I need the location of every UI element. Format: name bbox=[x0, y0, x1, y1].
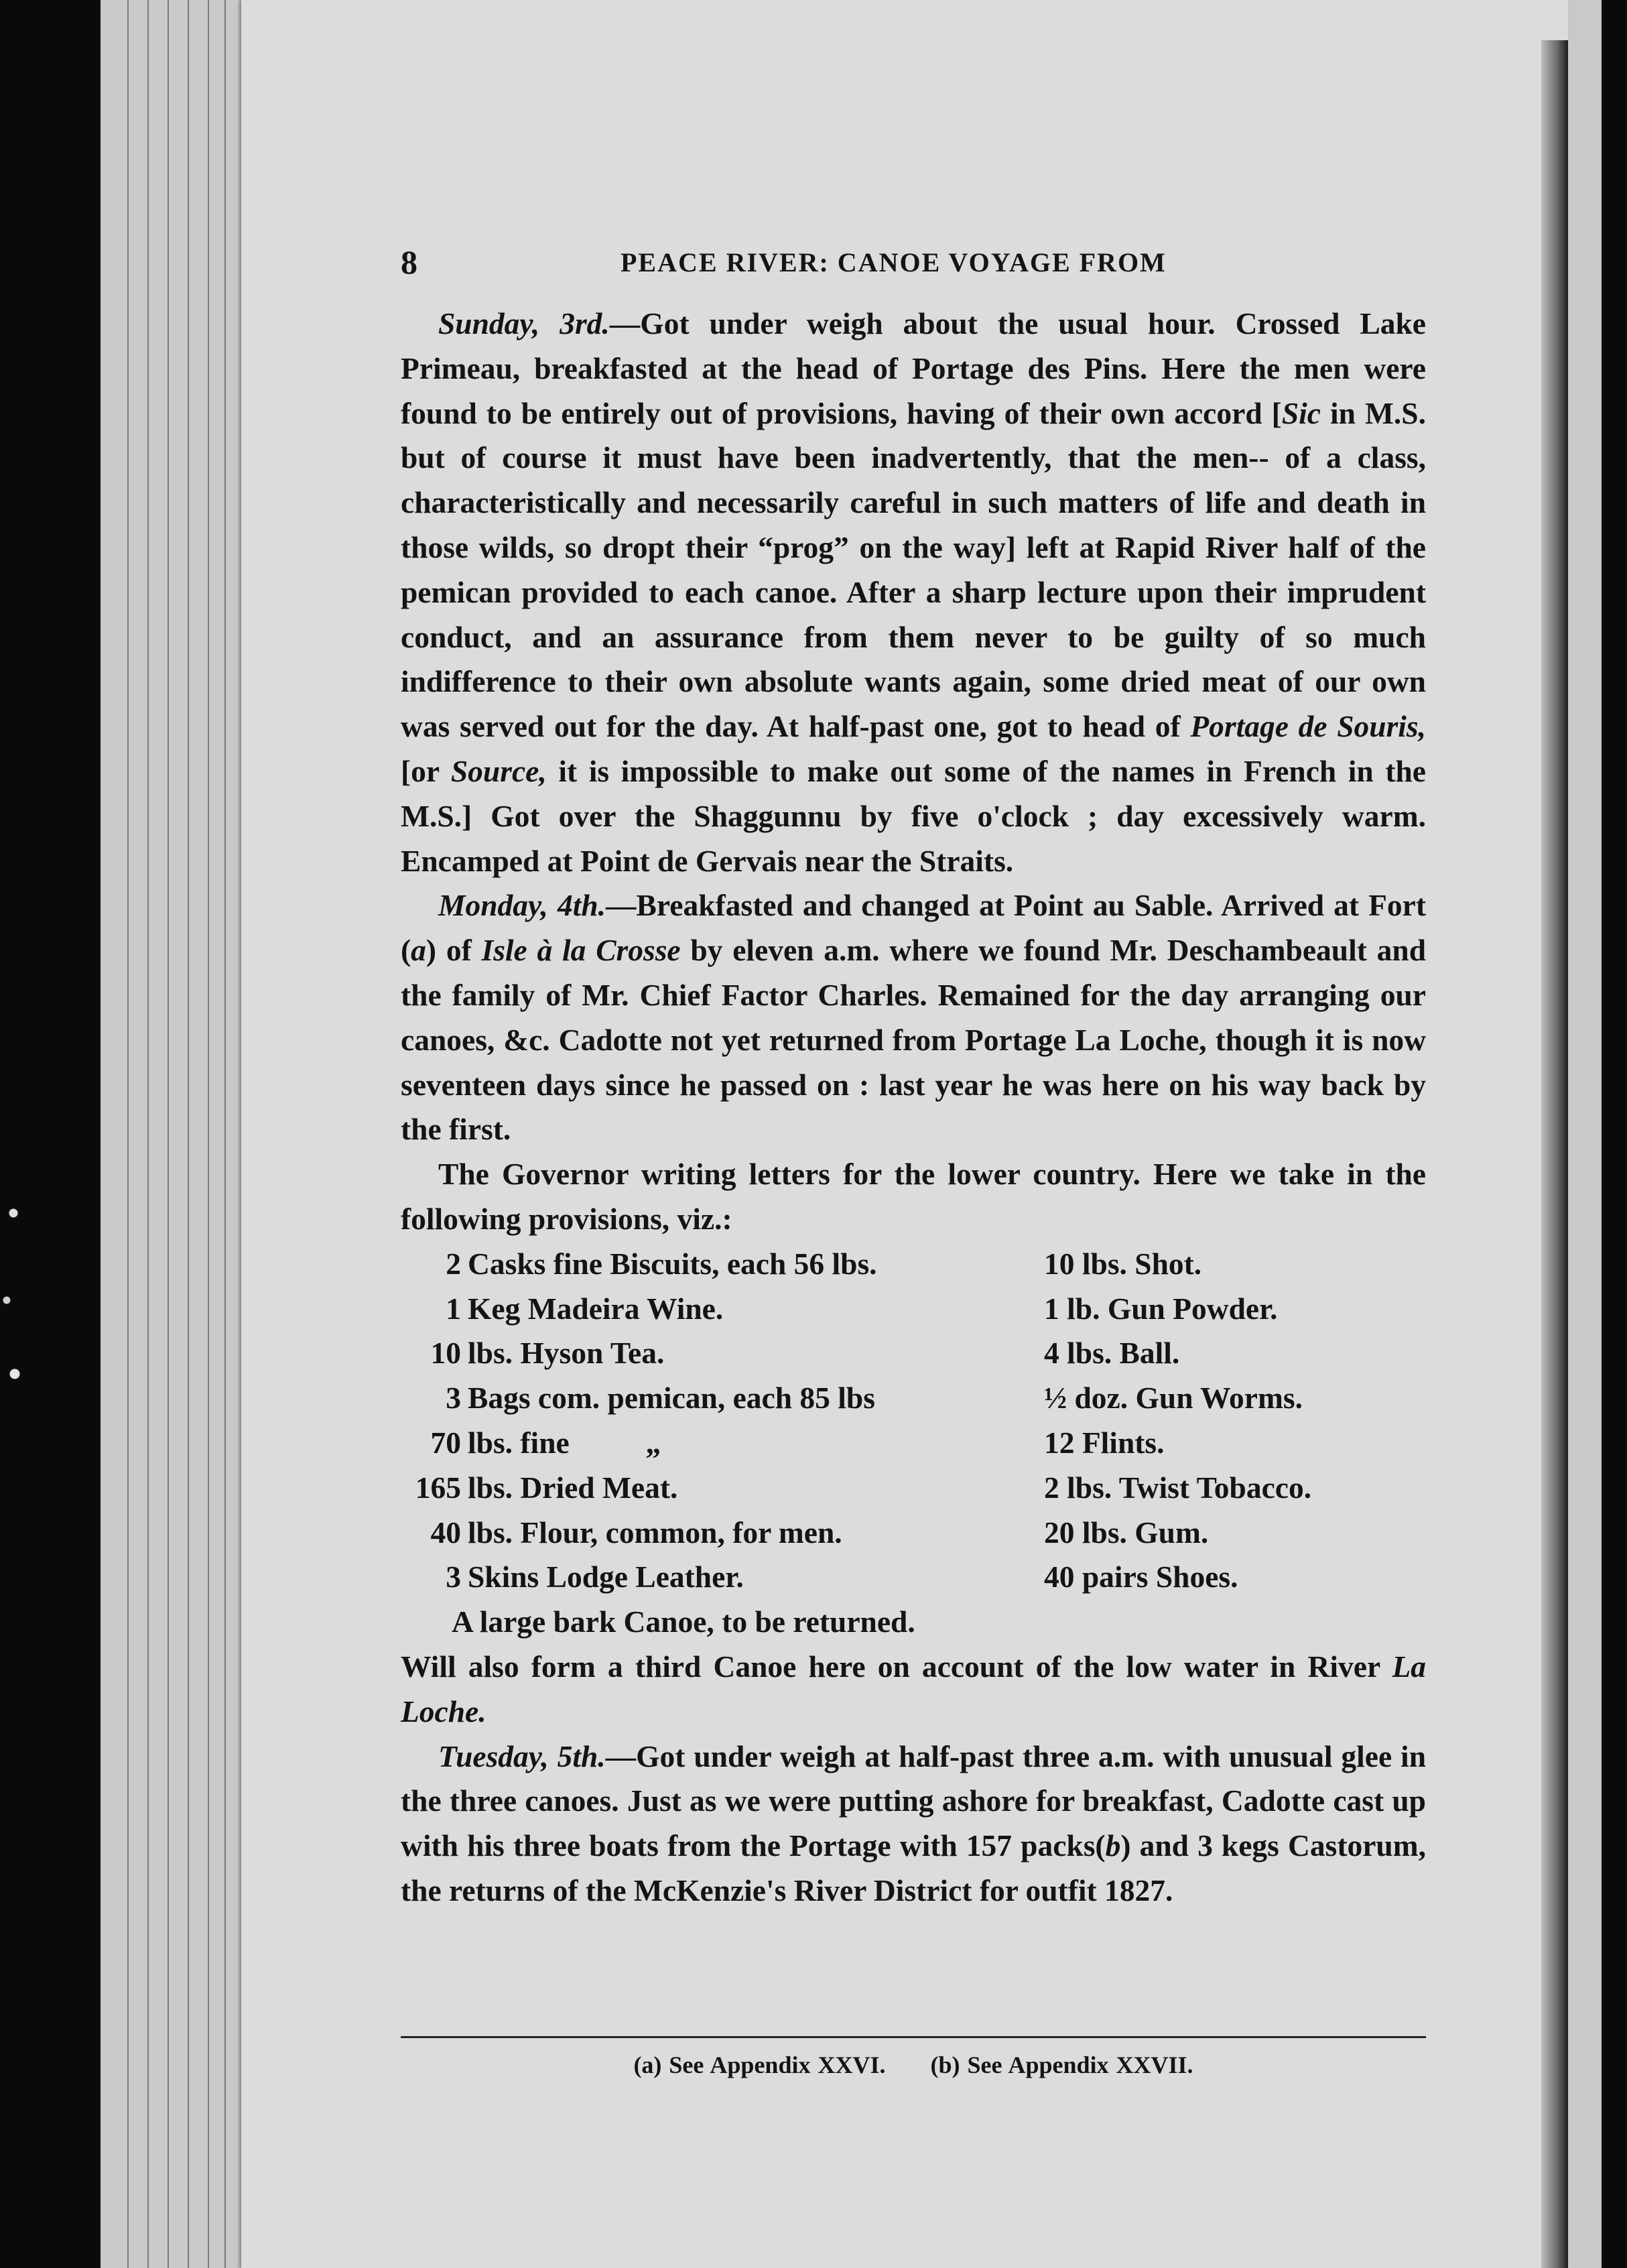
entry-tuesday: Tuesday, 5th.—Got under weigh at half-past three a.m. with unusual glee in the three canoes. Just as we were putting ashore for breakfast, Cadotte cast up with his three boats from the Portage with 157 packs(b) and 3 kegs Castorum, the returns of the McKenzie's River District for outfit 1827. bbox=[401, 1739, 1427, 1907]
footnote-rule bbox=[401, 2036, 1426, 2038]
entry-monday: Monday, 4th.—Breakfasted and changed at Point au Sable. Arrived at Fort (a) of Isle à la Crosse by eleven a.m. where we found Mr. Deschambeault and the family of Mr. Chief Factor Charles. Remained for the day arranging our canoes, &c. Cadotte not yet returned from Portage La Loche, though it is now seventeen days since he passed on : last year he was here on his way back by the first. bbox=[401, 888, 1426, 1147]
entry-sunday: Sunday, 3rd.—Got under weigh about the usual hour. Crossed Lake Primeau, breakfasted at the head of Portage des Pins. Here the men were found to be entirely out of provisions, having of their own accord [Sic in M.S. but of course it must have been inadvertently, that the men-- of a class, characteristically and necessarily careful in such matters of life and death in those wilds, so dropt their “prog” on the way] left at Rapid River half of the pemican provided to each canoe. After a sharp lecture upon their imprudent conduct, and an assurance from them never to be guilty of so much indifference to their own absolute wants again, some dried meat of our own was served out for the day. At half-past one, got to head of Portage de Souris, [or Source, it is impossible to make out some of the names in French in the M.S.] Got over the Shaggunnu by five o'clock ; day excessively warm. Encamped at Point de Gervais near the Straits. bbox=[401, 306, 1427, 878]
book-spine bbox=[1541, 40, 1568, 2268]
page-number: 8 bbox=[401, 243, 417, 281]
footnote-a: (a) See Appendix XXVI. bbox=[633, 2052, 886, 2078]
footnote-ref-b: b bbox=[1105, 1828, 1121, 1863]
place-name: La Loche. bbox=[401, 1649, 1426, 1728]
footnote-b: (b) See Appendix XXVII. bbox=[930, 2052, 1193, 2078]
place-name: Isle à la Crosse bbox=[481, 933, 681, 968]
place-name: Source, bbox=[450, 753, 547, 788]
provisions-list: 2 Casks fine Biscuits, each 56 lbs. 10 lbs. Shot. 1 Keg Madeira Wine. 1 lb. Gun Powder. 10 lbs. Hyson Tea. 4 lbs. Ball. 3 Bags com. pemican, each 85 lbs ½ doz. Gun Worms. 70 lbs. fine „ 12 Flints. 165 lbs. Dried Meat. 2 lbs. Twist Tobacco. 40 lbs. Flour, common, for men. 20 lbs. Gum. 3 Skins Lodge Leather. 40 pairs Shoes. bbox=[415, 1246, 1312, 1594]
governor-paragraph: The Governor writing letters for the lower country. Here we take in the following provisions, viz.: bbox=[401, 1157, 1426, 1236]
body-text bbox=[401, 302, 1426, 1913]
margin-specks bbox=[0, 1173, 27, 1428]
entry-date: Monday, 4th. bbox=[438, 888, 606, 923]
running-head bbox=[401, 243, 1433, 283]
place-name: Portage de Souris, bbox=[1190, 709, 1427, 744]
canoe-line: A large bark Canoe, to be returned. bbox=[452, 1604, 915, 1639]
third-canoe-paragraph: Will also form a third Canoe here on account of the low water in River La Loche. bbox=[401, 1649, 1426, 1728]
footnote-ref-a: a bbox=[411, 933, 426, 968]
entry-date: Sunday, 3rd. bbox=[438, 306, 610, 340]
footnotes bbox=[401, 2051, 1426, 2079]
entry-date: Tuesday, 5th. bbox=[438, 1739, 606, 1773]
running-title: PEACE RIVER: CANOE VOYAGE FROM bbox=[621, 247, 1167, 277]
sic-note: Sic bbox=[1281, 395, 1321, 430]
